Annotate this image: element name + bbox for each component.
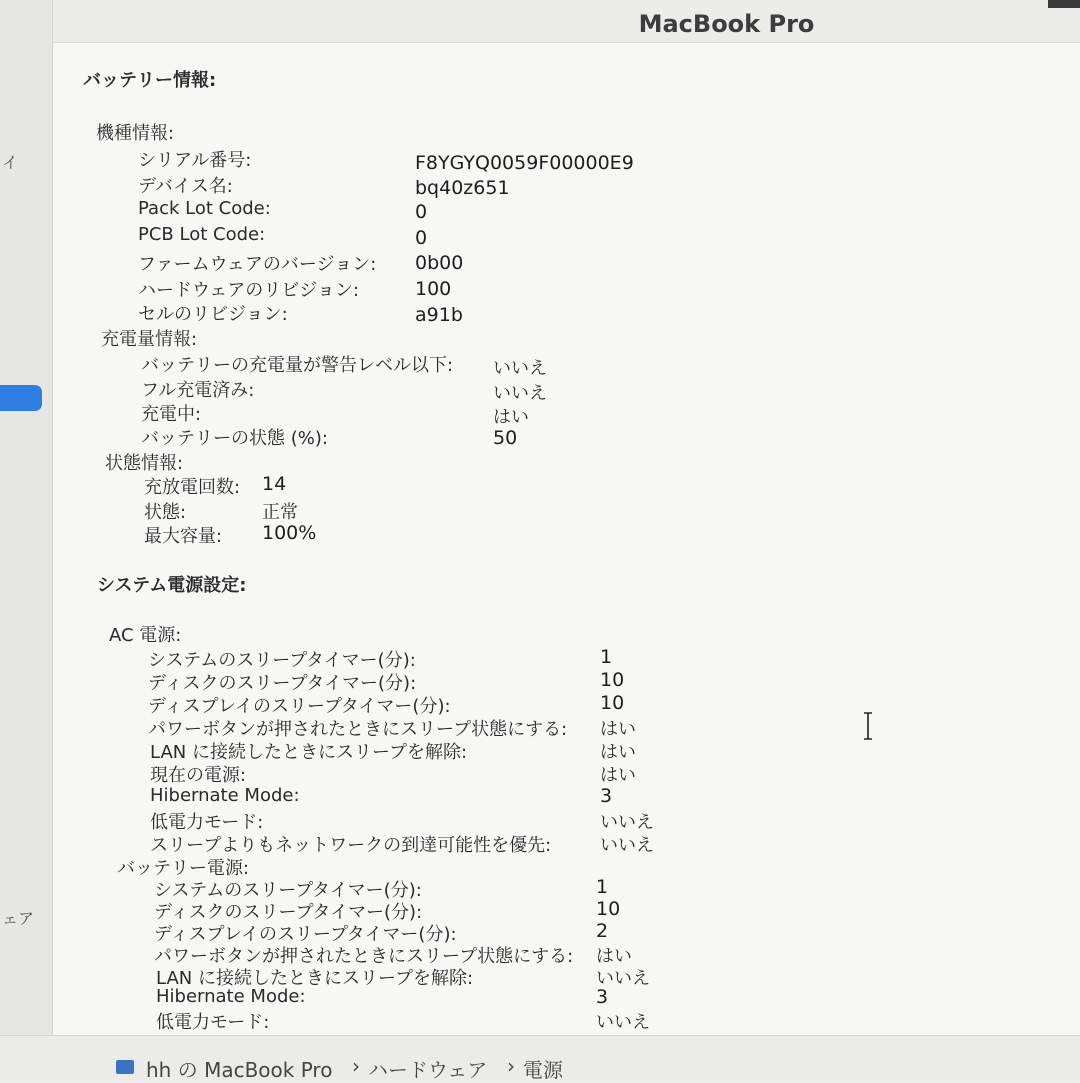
info-value: いいえ	[493, 358, 547, 379]
window-title: MacBook Pro	[638, 10, 815, 38]
section-heading-power: システム電源設定:	[97, 575, 247, 596]
info-value: いいえ	[600, 835, 654, 856]
info-value: 10	[600, 669, 625, 691]
info-value: 3	[600, 785, 613, 807]
text-cursor-icon	[862, 712, 874, 740]
breadcrumb-hardware[interactable]: ハードウェア	[368, 1058, 488, 1082]
subsection-heading-charge: 充電量情報:	[101, 329, 198, 350]
info-label: 現在の電源:	[150, 765, 247, 786]
info-value: はい	[600, 719, 636, 740]
info-label: パワーボタンが押されたときにスリープ状態にする:	[148, 719, 568, 740]
info-label: デバイス名:	[138, 176, 233, 197]
info-label: シリアル番号:	[138, 150, 252, 171]
info-value: 0b00	[415, 252, 464, 274]
info-label: Hibernate Mode:	[150, 785, 300, 806]
section-heading-battery: バッテリー情報:	[83, 70, 217, 91]
info-label: システムのスリープタイマー(分):	[148, 650, 416, 671]
info-value: 14	[262, 473, 287, 495]
info-label: 状態:	[144, 502, 187, 523]
info-label: ディスプレイのスリープタイマー(分):	[148, 696, 451, 717]
subsection-heading-health: 状態情報:	[105, 453, 184, 474]
info-label: スリープよりもネットワークの到達可能性を優先:	[150, 835, 552, 856]
info-value: 10	[596, 898, 621, 920]
breadcrumb-separator: ›	[507, 1054, 515, 1078]
info-value: はい	[600, 765, 636, 786]
subsection-heading-battery-power: バッテリー電源:	[117, 858, 250, 879]
info-value: いいえ	[596, 1012, 650, 1033]
info-value: F8YGYQ0059F00000E9	[415, 152, 634, 174]
detail-pane[interactable]	[53, 43, 1080, 1035]
info-label: フル充電済み:	[141, 380, 255, 401]
sidebar-item-fragment[interactable]: ェア	[2, 909, 35, 928]
screen-edge	[1048, 0, 1080, 8]
info-label: セルのリビジョン:	[138, 304, 288, 325]
info-value: 1	[600, 646, 613, 668]
breadcrumb-computer[interactable]: hh の MacBook Pro	[146, 1058, 333, 1082]
info-value: bq40z651	[415, 177, 510, 199]
info-label: ディスクのスリープタイマー(分):	[148, 673, 417, 694]
info-value: 0	[415, 201, 428, 223]
sidebar[interactable]	[0, 0, 53, 1080]
info-value: 10	[600, 692, 625, 714]
computer-icon	[116, 1060, 134, 1074]
info-label: ディスプレイのスリープタイマー(分):	[154, 924, 457, 945]
subsection-heading-model: 機種情報:	[96, 123, 175, 144]
info-label: Hibernate Mode:	[156, 986, 306, 1007]
info-value: 50	[493, 427, 518, 449]
info-value: 100	[415, 278, 452, 300]
info-label: ファームウェアのバージョン:	[138, 254, 377, 275]
info-value: 3	[596, 986, 609, 1008]
info-label: 低電力モード:	[156, 1012, 270, 1033]
breadcrumb-separator: ›	[352, 1054, 360, 1078]
info-value: 0	[415, 227, 428, 249]
path-bar	[0, 1035, 1080, 1080]
info-value: いいえ	[493, 383, 547, 404]
info-value: 正常	[262, 502, 298, 523]
info-value: 1	[596, 876, 609, 898]
info-value: 2	[596, 920, 609, 942]
info-value: はい	[596, 946, 632, 967]
info-label: PCB Lot Code:	[138, 224, 266, 245]
info-label: ディスクのスリープタイマー(分):	[154, 902, 423, 923]
info-label: LAN に接続したときにスリープを解除:	[156, 968, 474, 989]
info-label: 充電中:	[141, 404, 202, 425]
subsection-heading-ac: AC 電源:	[109, 625, 182, 646]
info-value: いいえ	[600, 812, 654, 833]
info-value: はい	[600, 742, 636, 763]
info-value: いいえ	[596, 968, 650, 989]
info-label: システムのスリープタイマー(分):	[154, 880, 422, 901]
breadcrumb-power[interactable]: 電源	[523, 1058, 563, 1082]
info-label: 充放電回数:	[144, 477, 241, 498]
info-label: パワーボタンが押されたときにスリープ状態にする:	[154, 946, 574, 967]
sidebar-item-fragment[interactable]: イ	[2, 153, 19, 172]
title-bar	[53, 0, 1080, 43]
sidebar-selected-item[interactable]	[0, 385, 42, 411]
info-label: 低電力モード:	[150, 812, 264, 833]
info-label: 最大容量:	[144, 526, 223, 547]
info-label: バッテリーの状態 (%):	[141, 428, 328, 449]
info-label: ハードウェアのリビジョン:	[138, 280, 359, 301]
info-value: a91b	[415, 304, 463, 326]
info-value: 100%	[262, 522, 317, 544]
info-value: はい	[493, 407, 529, 428]
info-label: Pack Lot Code:	[138, 198, 271, 219]
info-label: バッテリーの充電量が警告レベル以下:	[141, 355, 454, 376]
info-label: LAN に接続したときにスリープを解除:	[150, 742, 468, 763]
